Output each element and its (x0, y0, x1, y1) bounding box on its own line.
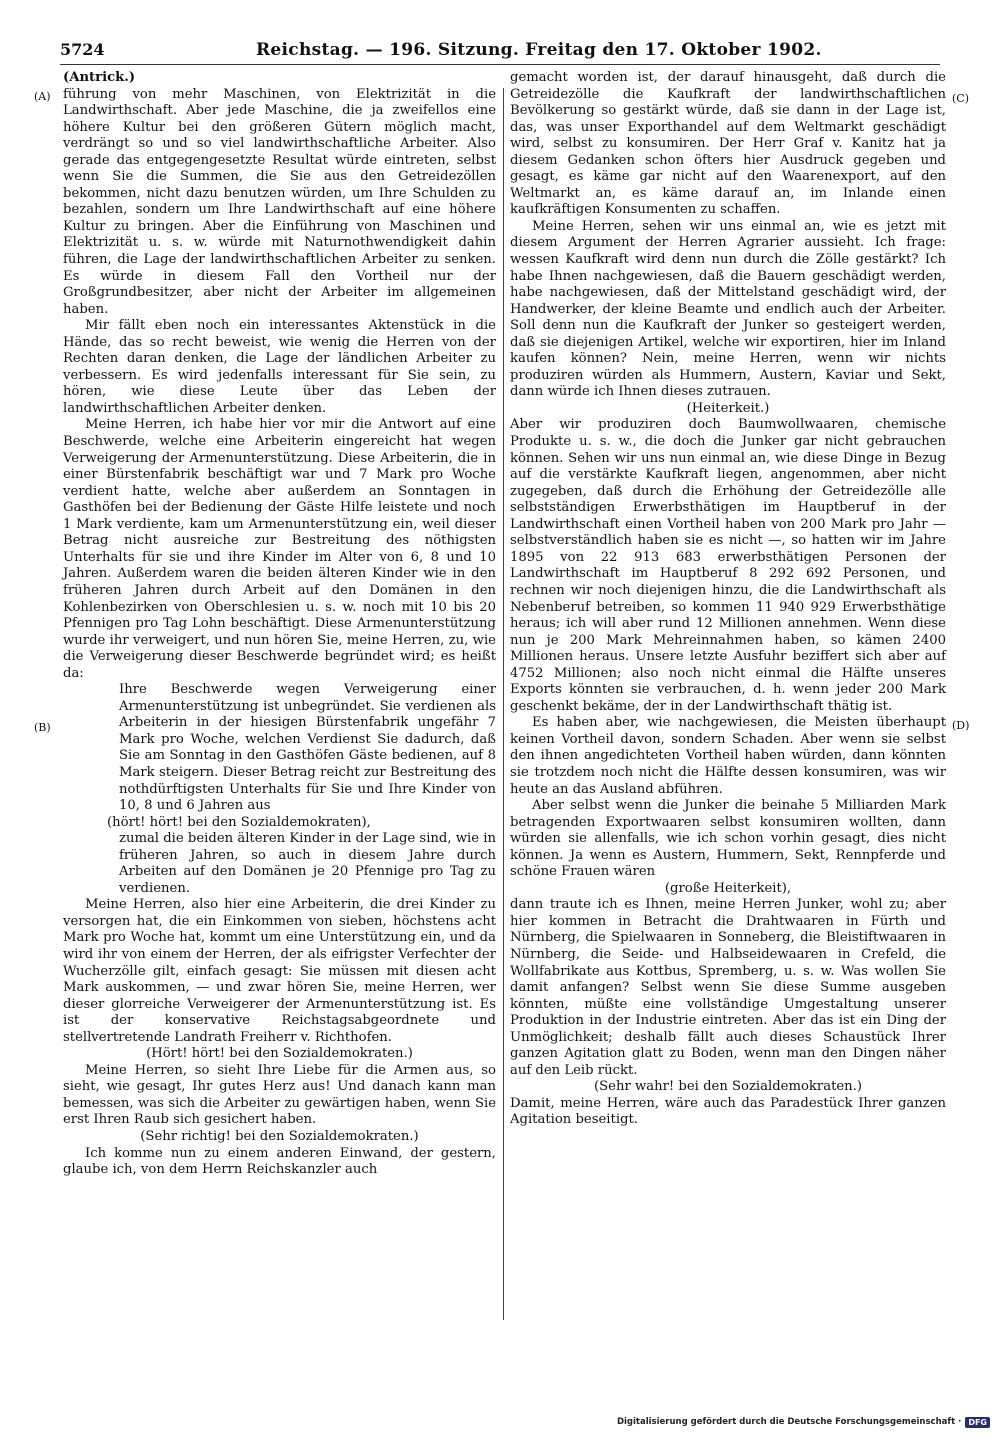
digitization-credit (617, 1414, 990, 1430)
paragraph: Es haben aber, wie nachgewiesen, die Meisten überhaupt keinen Vortheil davon, sondern Schaden. Aber wenn sie selbst den ihnen angedichteten Vortheil haben würden, dann könnten sie trotzdem noch nicht die Hälfte dessen konsumiren, was wir heute an das Ausland abführen. (510, 715, 946, 797)
margin-marker-b: (B) (34, 721, 51, 734)
interjection: (Sehr wahr! bei den Sozialdemokraten.) (594, 1079, 862, 1095)
paragraph: führung von mehr Maschinen, von Elektrizität in die Landwirthschaft. Aber jede Maschine, die ja zweifellos eine höhere Kultur bei den größeren Gütern möglich macht, verdrängt so und so viel landwirthschaftliche Arbeiter. Also gerade das entgegengesetzte Resultat würde eintreten, selbst wenn Sie die Summen, die Sie aus den Getreidezöllen bekommen, nicht dazu benutzen würden, um Ihre Schulden zu bezahlen, sondern um Ihre Landwirthschaft auf eine höhere Kultur zu bringen. Aber die Einführung von Maschinen und Elektrizität u. s. w. würde mit Naturnothwendigkeit dahin führen, die Lage der landwirthschaftlichen Arbeiter zu senken. Es würde in diesem Fall den Vortheil nur der Großgrundbesitzer, aber nicht der Arbeiter im allgemeinen haben. (63, 86, 496, 317)
paragraph: Mir fällt eben noch ein interessantes Aktenstück in die Hände, das so recht beweist, wie wenig die Herren von der Rechten daran denken, die Lage der ländlichen Arbeiter zu verbessern. Es wird jedenfalls interessant für Sie sein, zu hören, wie diese Leute über das Leben der landwirthschaftlichen Arbeiter denken. (63, 318, 496, 416)
left-column (63, 70, 496, 1179)
page-header (60, 38, 940, 65)
paragraph: Meine Herren, so sieht Ihre Liebe für die Armen aus, so sieht, wie gesagt, Ihr gutes Herz aus! Und danach kann man bemessen, was sich die Arbeiter zu gewärtigen haben, wenn Sie erst Ihren Raub sich gesichert haben. (63, 1062, 496, 1128)
paragraph: Ich komme nun zu einem anderen Einwand, der gestern, glaube ich, von dem Herrn Reichskanzler auch (63, 1145, 496, 1178)
speaker-label: (Antrick.) (63, 70, 136, 85)
credit-text: Digitalisierung gefördert durch die Deutsche Forschungsgemeinschaft · (616, 1417, 962, 1427)
margin-marker-d: (D) (952, 719, 970, 732)
quotation: Ihre Beschwerde wegen Verweigerung einer Armenunterstützung ist unbegründet. Sie verdienen als Arbeiterin in der hiesigen Bürstenfabrik ungefähr 7 Mark pro Woche, welchen Verdienst Sie dadurch, daß Sie am Sonntag in den Gasthöfen Gäste bedienen, auf 8 Mark steigern. Dieser Betrag reicht zur Bestreitung des nothdürftigsten Unterhalts für Sie und Ihre Kinder von 10, 8 und 6 Jahren aus (119, 682, 496, 814)
interjection: (Sehr richtig! bei den Sozialdemokraten.) (140, 1129, 419, 1144)
interjection: (hört! hört! bei den Sozialdemokraten), (107, 814, 371, 830)
interjection: (große Heiterkeit), (664, 880, 792, 896)
paragraph: Meine Herren, also hier eine Arbeiterin, die drei Kinder zu versorgen hat, die ein Einkommen von sieben, höchstens acht Mark pro Woche hat, kommt um eine Unterstützung ein, und da wird ihr von einem der Herren, der als eifrigster Verfechter der Wucherzölle gilt, einfach gesagt: Sie müssen mit diesen acht Mark auskommen, — und zwar hören Sie, meine Herren, wer dieser glorreiche Verweigerer der Armenunterstützung ist. Es ist der konservative Reichstagsabgeordnete und stellvertretende Landrath Freiherr v. Richthofen. (63, 897, 496, 1045)
column-divider (503, 88, 504, 1320)
margin-marker-a: (A) (34, 90, 51, 103)
paragraph: Meine Herren, sehen wir uns einmal an, wie es jetzt mit diesem Argument der Herren Agrarier aussieht. Ich frage: wessen Kaufkraft wird denn nun durch die Zölle gestärkt? Ich habe Ihnen nachgewiesen, daß die Bauern geschädigt werden, habe nachgewiesen, daß der Mittelstand geschädigt wird, der Handwerker, der kleine Beamte und endlich auch der Arbeiter. Soll denn nun die Kaufkraft der Junker so gesteigert werden, daß sie diejenigen Artikel, welche wir exportiren, hier im Inland kaufen können? Nein, meine Herren, wenn wir nichts produziren würden als Hummern, Austern, Kaviar und Sekt, dann würde ich Ihnen dieses zutrauen. (510, 218, 946, 400)
dfg-logo: DFG (965, 1417, 990, 1428)
page-number: 5724 (60, 40, 105, 59)
paragraph: Damit, meine Herren, wäre auch das Paradestück Ihrer ganzen Agitation beseitigt. (510, 1095, 946, 1128)
paragraph: Aber selbst wenn die Junker die beinahe 5 Milliarden Mark betragenden Exportwaaren selbst konsumiren wollten, dann würden sie allenfalls, wie ich schon vorhin gesagt, dies nicht können. Ja wenn es Austern, Hummern, Sekt, Rennpferde und schöne Frauen wären (510, 798, 946, 880)
quotation: zumal die beiden älteren Kinder in der Lage sind, wie in früheren Jahren, so auch in diesem Jahre durch Arbeiten auf den Domänen je 20 Pfennige pro Tag zu verdienen. (119, 831, 496, 896)
running-title: Reichstag. — 196. Sitzung. Freitag den 17. Oktober 1902. (256, 40, 822, 60)
paragraph: dann traute ich es Ihnen, meine Herren Junker, wohl zu; aber hier kommen in Betracht die Drahtwaaren in Fürth und Nürnberg, die Spielwaaren in Sonneberg, die Bleistiftwaaren in Nürnberg, die Seide- und Halbseidewaaren in Crefeld, die Wollfabrikate aus Kottbus, Spremberg, u. s. w. Was wollen Sie damit anfangen? Selbst wenn Sie diese Summe ausgeben könnten, müßte eine vollständige Umgestaltung unserer Produktion in der Industrie eintreten. Aber das ist ein Ding der Unmöglichkeit; deshalb fällt auch dieses Schaustück Ihrer ganzen Agitation glatt zu Boden, wenn man den Dingen näher auf den Leib rückt. (510, 897, 946, 1078)
margin-marker-c: (C) (952, 92, 969, 105)
paragraph: gemacht worden ist, der darauf hinausgeht, daß durch die Getreidezölle die Kaufkraft der landwirthschaftlichen Bevölkerung so gestärkt würde, daß sie dann in der Lage ist, das, was unser Exporthandel auf dem Weltmarkt geschädigt wird, selbst zu konsumiren. Der Herr Graf v. Kanitz hat ja diesem Gedanken schon öfters hier Ausdruck gegeben und gesagt, es käme gar nicht auf den Waarenexport, auf den Weltmarkt an, es käme darauf an, im Inlande einen kaufkräftigen Konsumenten zu schaffen. (510, 70, 946, 218)
paragraph: Aber wir produziren doch Baumwollwaaren, chemische Produkte u. s. w., die doch die Junker gar nicht gebrauchen können. Sehen wir uns nun einmal an, wie diese Dinge in Bezug auf die verstärkte Kaufkraft liegen, angenommen, aber nicht zugegeben, daß durch die Erhöhung der Getreidezölle alle selbstständigen Erwerbsthätigen im Hauptberuf in der Landwirthschaft einen Vortheil haben von 200 Mark pro Jahr — selbstverständlich haben sie es nicht —, so hatten wir im Jahre 1895 von 22 913 683 erwerbsthätigen Personen der Landwirthschaft im Hauptberuf 8 292 692 Personen, und rechnen wir noch diejenigen hinzu, die die Landwirthschaft als Nebenberuf betreiben, so kommen 11 940 929 Erwerbsthätige heraus; ich will aber rund 12 Millionen annehmen. Wenn diese nun je 200 Mark Mehreinnahmen haben, so kämen 2400 Millionen heraus. Unsere letzte Ausfuhr beziffert sich aber auf 4752 Millionen; also noch nicht einmal die Hälfte unseres Exports könnten sie verbrauchen, d. h. wenn jeder 200 Mark geschenkt bekäme, der in der Landwirthschaft thätig ist. (510, 417, 946, 714)
interjection: (Hört! hört! bei den Sozialdemokraten.) (146, 1046, 413, 1062)
interjection: (Heiterkeit.) (686, 400, 770, 416)
right-column (510, 70, 946, 1129)
paragraph: Meine Herren, ich habe hier vor mir die Antwort auf eine Beschwerde, welche eine Arbeiterin eingereicht hat wegen Verweigerung der Armenunterstützung. Diese Arbeiterin, die in einer Bürstenfabrik beschäftigt war und 7 Mark pro Woche verdient hatte, welche aber außerdem an Sonntagen in Gasthöfen bei der Bedienung der Gäste Hilfe leistete und noch 1 Mark verdiente, kam um Armenunterstützung ein, weil dieser Betrag nicht ausreiche zur Bestreitung des nöthigsten Unterhalts für sie und ihre Kinder im Alter von 6, 8 und 10 Jahren. Außerdem waren die beiden älteren Kinder wie in den früheren Jahren durch Arbeit auf den Domänen in den Kohlenbezirken von Oberschlesien u. s. w. noch mit 10 bis 20 Pfennigen pro Tag Lohn beschäftigt. Diese Armenunterstützung wurde ihr verweigert, und nun hören Sie, meine Herren, zu, wie die Verweigerung dieser Beschwerde begründet wird; es heißt da: (63, 417, 496, 681)
